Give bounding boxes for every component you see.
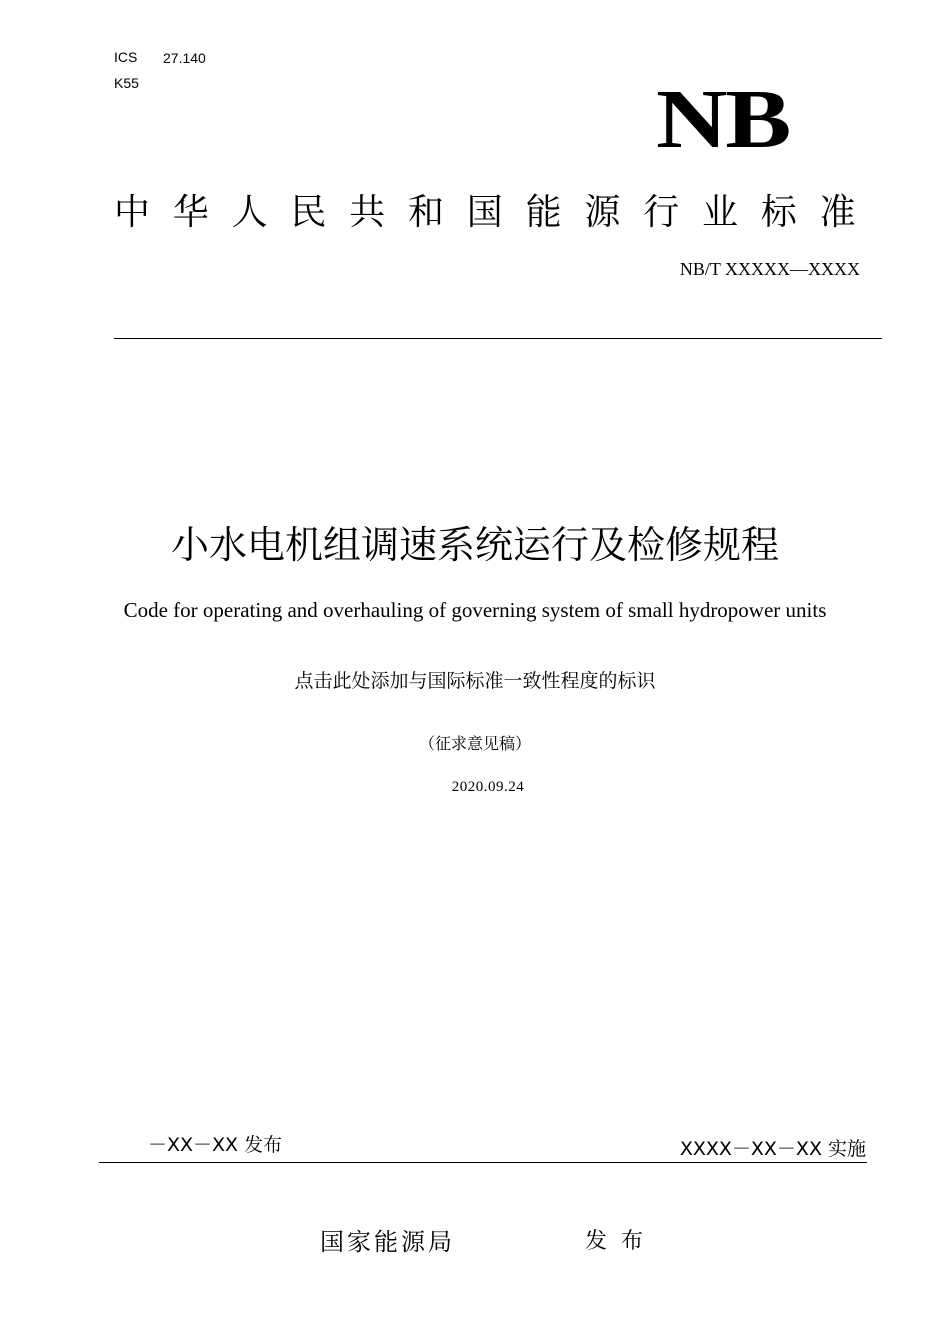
issue-label: 发布	[585, 1229, 658, 1254]
standard-category: 中华人民共和国能源行业标准	[114, 192, 879, 233]
issuer-name: 国家能源局	[320, 1228, 455, 1256]
ccs-code: K55	[114, 75, 139, 91]
ics-label: ICS	[114, 49, 138, 65]
ics-code: 27.140	[163, 50, 206, 66]
bottom-divider	[99, 1162, 867, 1163]
publish-date: －XX－XX 发布	[148, 1134, 283, 1156]
draft-date: 2020.09.24	[451, 779, 525, 795]
implement-date: XXXX－XX－XX 实施	[679, 1138, 866, 1160]
conformity-placeholder[interactable]: 点击此处添加与国际标准一致性程度的标识	[294, 670, 656, 692]
draft-label: （征求意见稿）	[418, 734, 531, 753]
nb-logo: NB	[656, 73, 789, 166]
title-english: Code for operating and overhauling of governing system of small hydropower units	[123, 598, 827, 622]
top-divider	[114, 338, 882, 339]
title-chinese: 小水电机组调速系统运行及检修规程	[170, 523, 779, 567]
standard-number: NB/T XXXXX—XXXX	[679, 259, 860, 279]
